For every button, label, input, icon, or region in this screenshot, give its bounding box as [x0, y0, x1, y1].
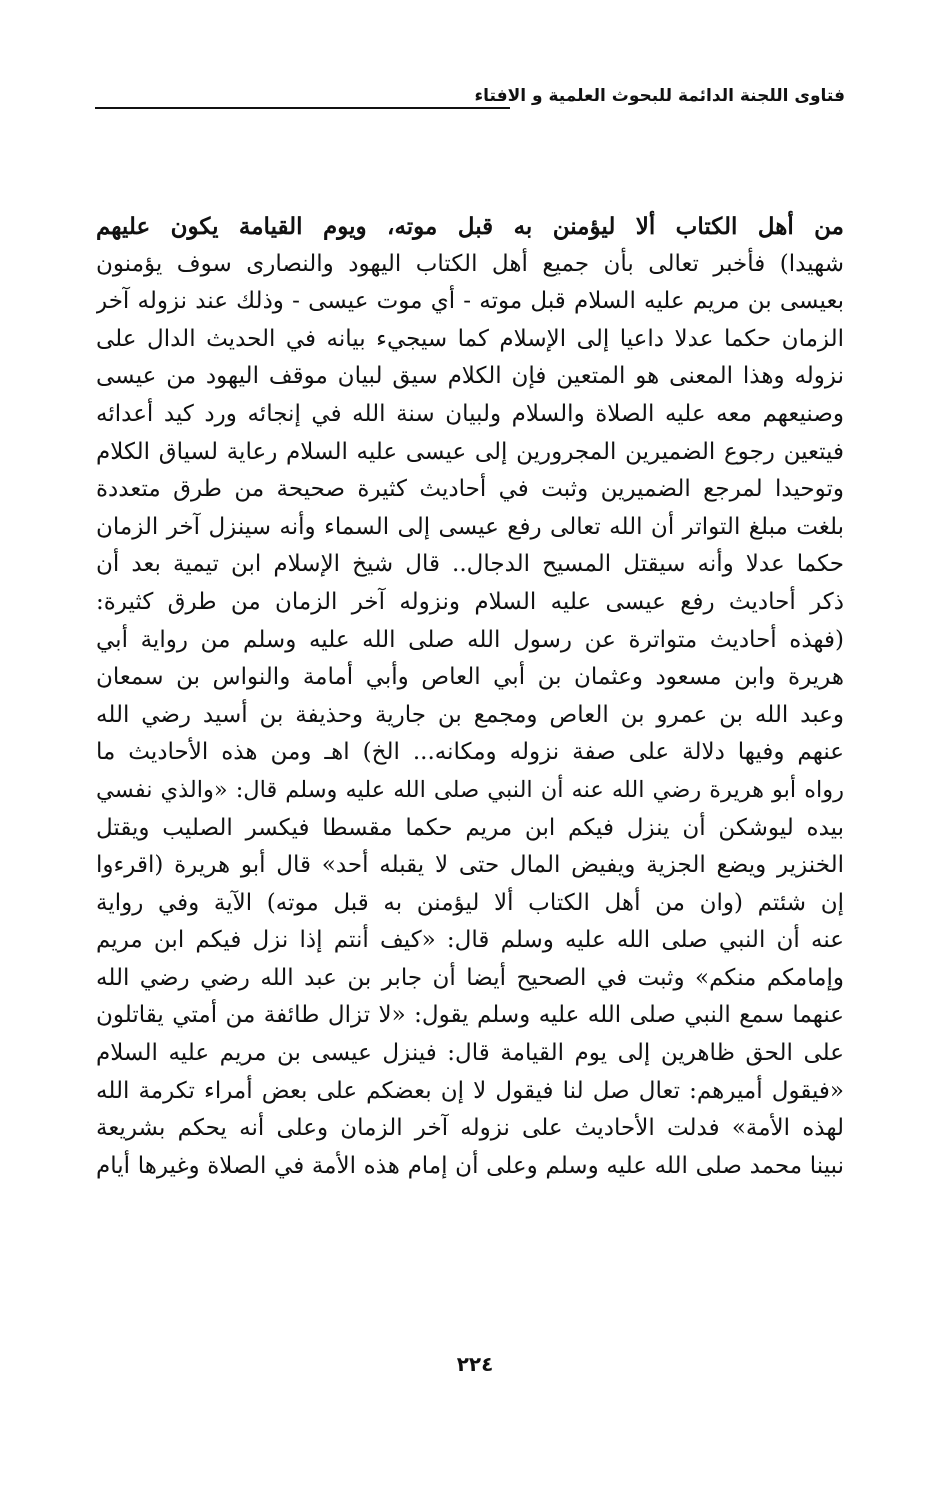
- header-title: فتاوى اللجنة الدائمة للبحوث العلمية و الافتاء: [474, 86, 845, 106]
- text-line: إن شئتم (وان من أهل الكتاب ألا ليؤمنن به قبل موته) الآية وفي رواية: [96, 889, 844, 916]
- text-line: وإمامكم منكم» وثبت في الصحيح أيضا أن جابر بن عبد الله رضي رضي الله: [96, 964, 844, 991]
- text-line: عنهما سمع النبي صلى الله عليه وسلم يقول: «لا تزال طائفة من أمتي يقاتلون: [96, 1002, 844, 1029]
- text-line: (فهذه أحاديث متواترة عن رسول الله صلى الله عليه وسلم من رواية أبي: [96, 626, 844, 653]
- text-line: وصنيعهم معه عليه الصلاة والسلام ولبيان سنة الله في إنجائه ورد كيد أعدائه: [96, 400, 844, 427]
- text-line: وتوحيدا لمرجع الضميرين وثبت في أحاديث كثيرة صحيحة من طرق متعددة: [96, 476, 844, 503]
- text-line: وعبد الله بن عمرو بن العاص ومجمع بن جارية وحذيفة بن أسيد رضي الله: [96, 701, 844, 728]
- text-line: نبينا محمد صلى الله عليه وسلم وعلى أن إمام هذه الأمة في الصلاة وغيرها أيام: [96, 1152, 844, 1179]
- text-line: ذكر أحاديث رفع عيسى عليه السلام ونزوله آخر الزمان من طرق كثيرة:: [96, 588, 844, 615]
- text-line: عنهم وفيها دلالة على صفة نزوله ومكانه... الخ) اهـ ومن هذه الأحاديث ما: [96, 739, 844, 766]
- text-line: «فيقول أميرهم: تعال صل لنا فيقول لا إن بعضكم على بعض أمراء تكرمة الله: [96, 1077, 844, 1104]
- text-line: لهذه الأمة» فدلت الأحاديث على نزوله آخر الزمان وعلى أنه يحكم بشريعة: [96, 1115, 844, 1142]
- text-line: هريرة وابن مسعود وعثمان بن أبي العاص وأبي أمامة والنواس بن سمعان: [96, 664, 844, 691]
- text-line: بلغت مبلغ التواتر أن الله تعالى رفع عيسى إلى السماء وأنه سينزل آخر الزمان: [96, 513, 844, 540]
- page-number: ٢٢٤: [456, 1352, 494, 1376]
- text-line: نزوله وهذا المعنى هو المتعين فإن الكلام سيق لبيان موقف اليهود من عيسى: [96, 363, 844, 390]
- text-line: من أهل الكتاب ألا ليؤمنن به قبل موته، ويوم القيامة يكون عليهم: [96, 213, 844, 240]
- text-line: الزمان حكما عدلا داعيا إلى الإسلام كما سيجيء بيانه في الحديث الدال على: [96, 325, 844, 352]
- text-line: بيده ليوشكن أن ينزل فيكم ابن مريم حكما مقسطا فيكسر الصليب ويقتل: [96, 814, 844, 841]
- text-line: على الحق ظاهرين إلى يوم القيامة قال: فينزل عيسى بن مريم عليه السلام: [96, 1040, 844, 1067]
- header-rule: [95, 107, 510, 109]
- text-line: حكما عدلا وأنه سيقتل المسيح الدجال.. قال شيخ الإسلام ابن تيمية بعد أن: [96, 551, 844, 578]
- text-line: رواه أبو هريرة رضي الله عنه أن النبي صلى الله عليه وسلم قال: «والذي نفسي: [96, 776, 844, 803]
- text-line: بعيسى بن مريم عليه السلام قبل موته - أي موت عيسى - وذلك عند نزوله آخر: [96, 288, 844, 315]
- running-header: [95, 86, 845, 126]
- text-line: فيتعين رجوع الضميرين المجرورين إلى عيسى عليه السلام رعاية لسياق الكلام: [96, 438, 844, 465]
- text-line: الخنزير ويضع الجزية ويفيض المال حتى لا يقبله أحد» قال أبو هريرة (اقرءوا: [96, 852, 844, 879]
- text-line: شهيدا) فأخبر تعالى بأن جميع أهل الكتاب اليهود والنصارى سوف يؤمنون: [96, 250, 844, 277]
- body-text: [96, 208, 844, 1185]
- text-line: عنه أن النبي صلى الله عليه وسلم قال: «كيف أنتم إذا نزل فيكم ابن مريم: [96, 927, 844, 954]
